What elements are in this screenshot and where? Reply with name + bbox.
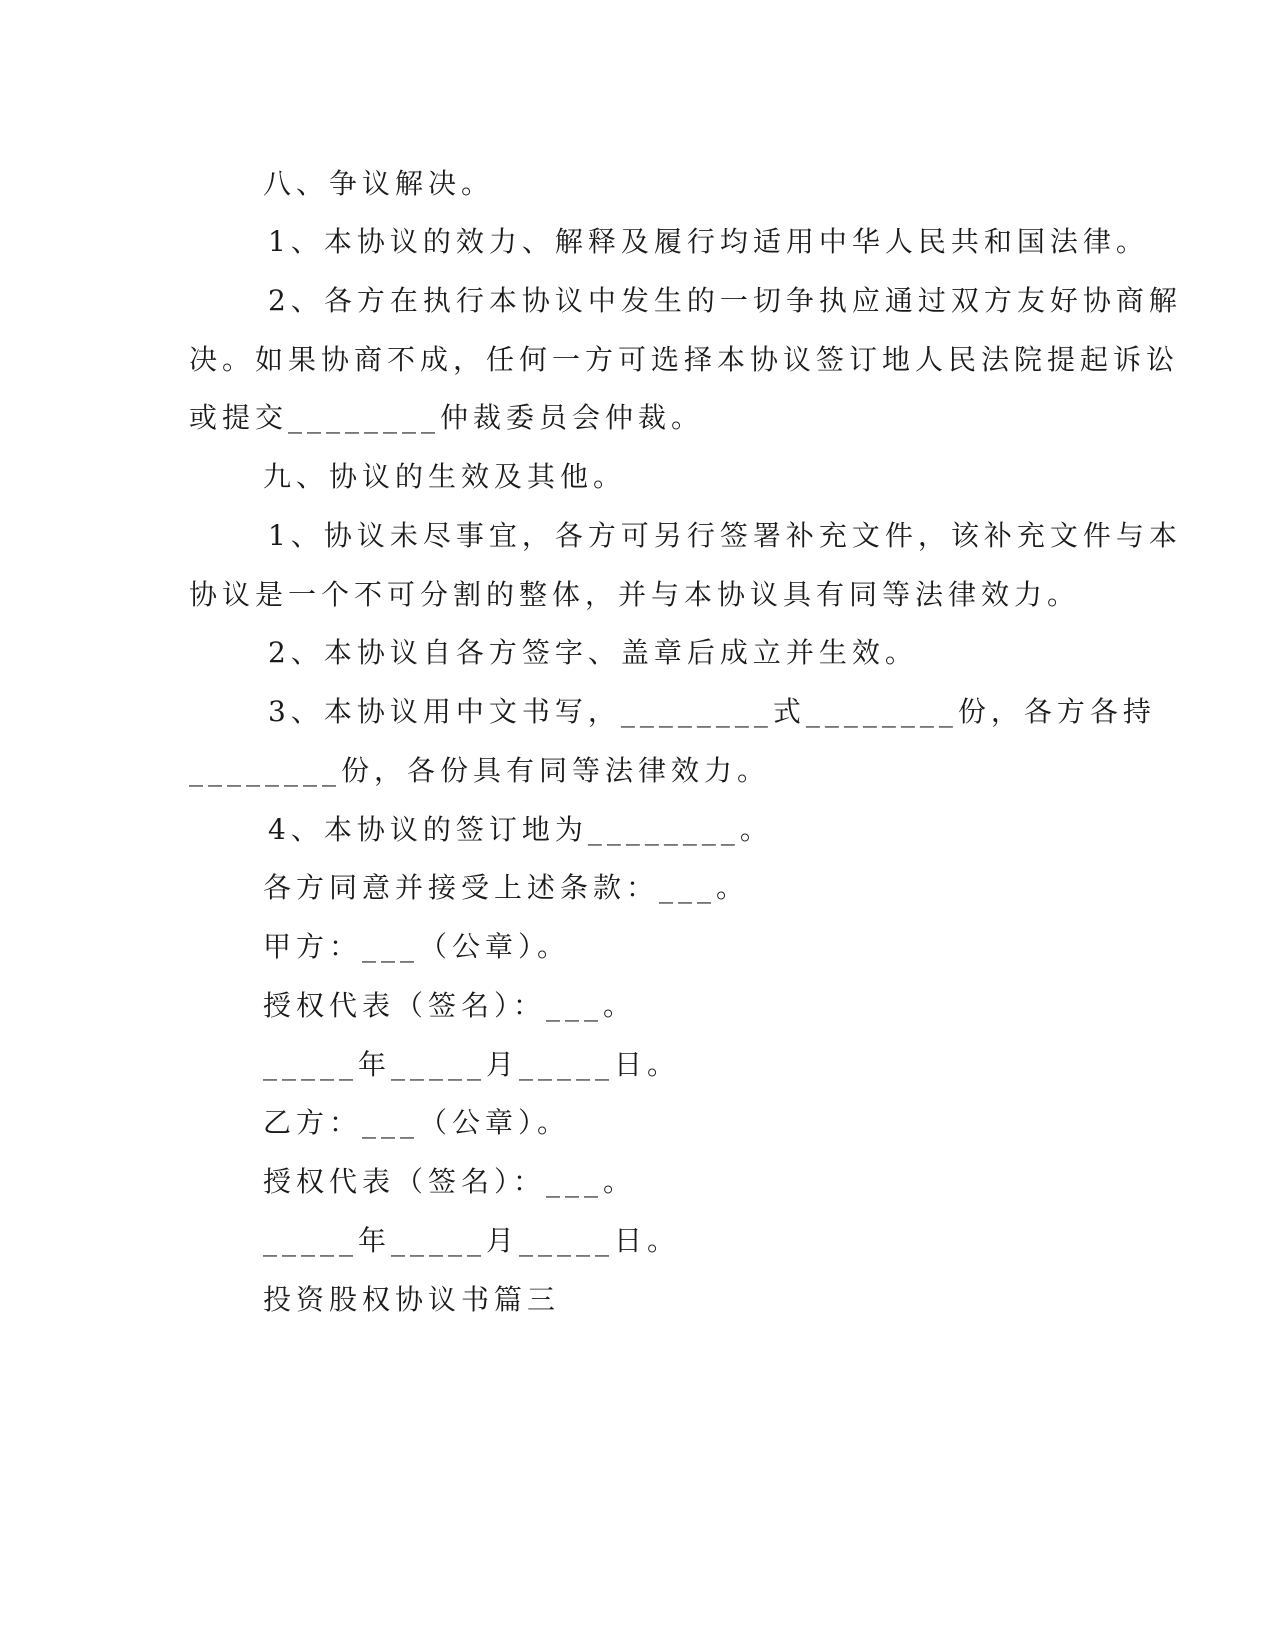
clause-9-1-line-1: 1、协议未尽事宜，各方可另行签署补充文件，该补充文件与本 — [268, 519, 1182, 552]
clause-8-2-line-3: 或提交________仲裁委员会仲裁。 — [189, 401, 705, 434]
clause-8-2-line-1: 2、各方在执行本协议中发生的一切争执应通过双方友好协商解 — [268, 284, 1182, 317]
clause-9-4: 4、本协议的签订地为________。 — [268, 813, 773, 846]
section-8-heading: 八、争议解决。 — [263, 167, 495, 200]
party-a-date: _____年_____月_____日。 — [263, 1048, 681, 1081]
clause-8-2-line-2: 决。如果协商不成，任何一方可选择本协议签订地人民法院提起诉讼 — [189, 343, 1180, 376]
agreement-statement: 各方同意并接受上述条款：___。 — [263, 871, 750, 904]
party-a-representative: 授权代表（签名）：___。 — [263, 989, 637, 1022]
party-b-seal: 乙方：___（公章）。 — [263, 1106, 571, 1139]
next-section-title: 投资股权协议书篇三 — [263, 1283, 561, 1316]
clause-9-3-line-1: 3、本协议用中文书写，________式________份，各方各持 — [268, 695, 1156, 728]
clause-9-3-line-2: ________份，各份具有同等法律效力。 — [189, 754, 771, 787]
party-a-seal: 甲方：___（公章）。 — [263, 930, 571, 963]
section-9-heading: 九、协议的生效及其他。 — [263, 460, 627, 493]
clause-9-1-line-2: 协议是一个不可分割的整体，并与本协议具有同等法律效力。 — [189, 578, 1081, 611]
party-b-date: _____年_____月_____日。 — [263, 1224, 681, 1257]
clause-8-1: 1、本协议的效力、解释及履行均适用中华人民共和国法律。 — [268, 225, 1149, 258]
clause-9-2: 2、本协议自各方签字、盖章后成立并生效。 — [268, 636, 918, 669]
party-b-representative: 授权代表（签名）：___。 — [263, 1165, 637, 1198]
